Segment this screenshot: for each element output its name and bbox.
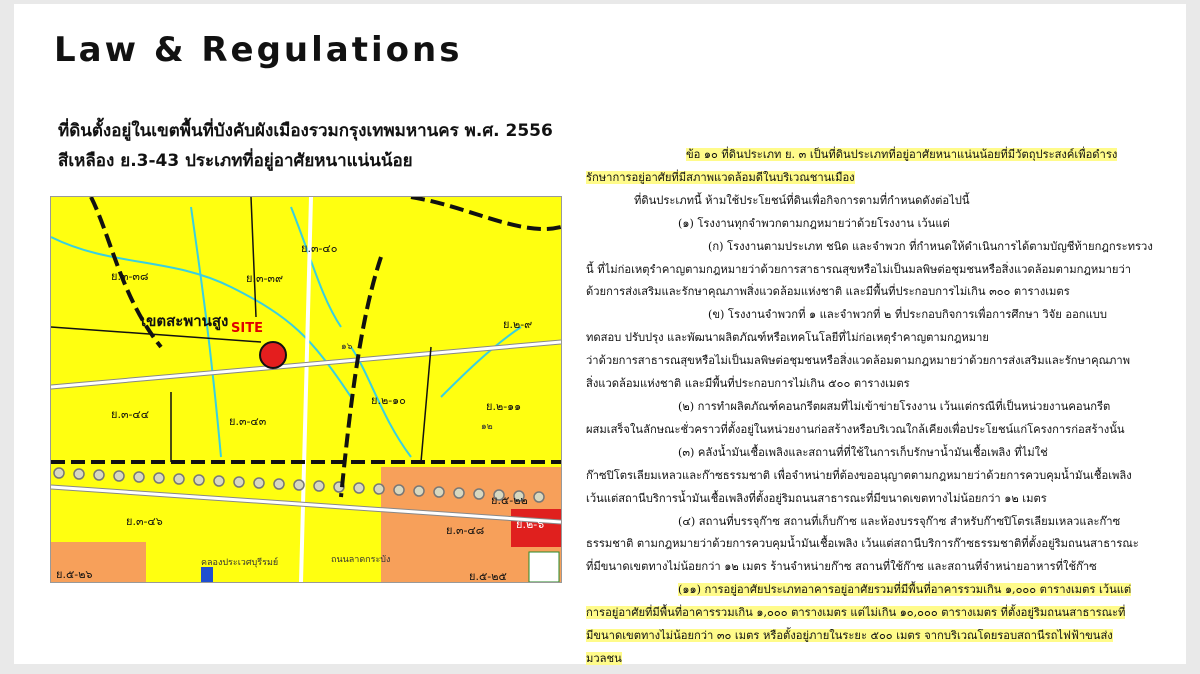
law-line: มีขนาดเขตทางไม่น้อยกว่า ๓๐ เมตร หรือตั้งอยู่ภายในระยะ ๕๐๐ เมตร จากบริเวณโดยรอบสถานีรถไฟฟ้าขนส่ง — [586, 629, 1113, 643]
law-line: การอยู่อาศัยที่มีพื้นที่อาคารรวมเกิน ๑,๐๐๐ ตารางเมตร แต่ไม่เกิน ๑๐,๐๐๐ ตารางเมตร ที่ตั้งอยู่ริมถนนสาธารณะที่ — [586, 606, 1126, 620]
subtitle-line-1: ที่ดินตั้งอยู่ในเขตพื้นที่บังคับผังเมืองรวมกรุงเทพมหานคร พ.ศ. 2556 — [58, 121, 553, 141]
law-line: ด้วยการส่งเสริมและรักษาคุณภาพสิ่งแวดล้อมแห่งชาติ และมีพื้นที่ประกอบการไม่เกิน ๓๐๐ ตารางเมตร — [586, 285, 1070, 299]
green-zone — [529, 552, 559, 582]
blue-block — [201, 567, 213, 582]
zone-label-39: ย.๓-๓๙ — [246, 272, 284, 285]
law-line: ก๊าซปิโตรเลียมเหลวและก๊าซธรรมชาติ เพื่อจำหน่ายที่ต้องขออนุญาตตามกฎหมายว่าด้วยการควบคุมน้ำมันเชื้อเพลิง — [586, 468, 1132, 482]
road-label-16: ๑๖ — [341, 342, 353, 352]
subtitle — [58, 116, 553, 176]
law-line: เว้นแต่สถานีบริการน้ำมันเชื้อเพลิงที่ตั้งอยู่ริมถนนสาธารณะที่มีขนาดเขตทางไม่น้อยกว่า ๑๒ เมตร — [586, 491, 1047, 505]
district-label: เขตสะพานสูง — [141, 312, 229, 330]
zone-label-48: ย.๓-๔๘ — [446, 524, 485, 537]
road-label-ladkrabang: ถนนลาดกระบัง — [331, 555, 391, 565]
canal-label-prawet: คลองประเวศบุรีรมย์ — [201, 558, 279, 568]
zone-label-5-22: ย.๕-๒๒ — [491, 494, 528, 507]
law-line: (๓) คลังน้ำมันเชื้อเพลิงและสถานที่ที่ใช้ในการเก็บรักษาน้ำมันเชื้อเพลิง ที่ไม่ใช่ — [678, 445, 1048, 459]
zone-label-2-9: ย.๒-๙ — [503, 318, 533, 331]
law-line: ทดสอบ ปรับปรุง และพัฒนาผลิตภัณฑ์หรือเทคโนโลยีที่ไม่ก่อเหตุรำคาญตามกฎหมาย — [586, 331, 989, 345]
zone-label-40: ย.๓-๔๐ — [301, 242, 338, 255]
zone-label-2-10: ย.๒-๑๐ — [371, 394, 406, 407]
zone-label-38: ย.๓-๓๘ — [111, 270, 149, 283]
slide — [14, 4, 1186, 664]
law-line: ข้อ ๑๐ ที่ดินประเภท ย. ๓ เป็นที่ดินประเภทที่อยู่อาศัยหนาแน่นน้อยที่มีวัตถุประสงค์เพื่อดำรง — [686, 148, 1118, 161]
law-line: รักษาการอยู่อาศัยที่มีสภาพแวดล้อมดีในบริเวณชานเมือง — [586, 170, 855, 184]
law-line: ธรรมชาติ ตามกฎหมายว่าด้วยการควบคุมน้ำมันเชื้อเพลิง เว้นแต่สถานีบริการก๊าซธรรมชาติที่ตั้งอยู่ริมถนนสาธารณะ — [586, 537, 1139, 551]
regulation-text — [586, 144, 1164, 671]
law-line: (๒) การทำผลิตภัณฑ์คอนกรีตผสมที่ไม่เข้าข่ายโรงงาน เว้นแต่กรณีที่เป็นหน่วยงานคอนกรีต — [678, 399, 1111, 413]
zone-label-5-26: ย.๕-๒๖ — [56, 568, 93, 581]
law-line: (๑) โรงงานทุกจำพวกตามกฎหมายว่าด้วยโรงงาน เว้นแต่ — [678, 216, 950, 230]
zone-label-46: ย.๓-๔๖ — [126, 515, 163, 528]
law-line: (๑๑) การอยู่อาศัยประเภทอาคารอยู่อาศัยรวมที่มีพื้นที่อาคารรวมเกิน ๑,๐๐๐ ตารางเมตร เว้นแต่ — [678, 583, 1132, 597]
zone-label-44: ย.๓-๔๔ — [111, 408, 150, 421]
law-line: ที่มีขนาดเขตทางไม่น้อยกว่า ๑๒ เมตร ร้านจำหน่ายก๊าซ สถานที่ใช้ก๊าซ และสถานที่จำหน่ายอาหารที่ใช้ก๊าซ — [586, 560, 1097, 574]
road-label-12: ๑๒ — [481, 422, 493, 432]
law-line: ผสมเสร็จในลักษณะชั่วคราวที่ตั้งอยู่ในหน่วยงานก่อสร้างหรือบริเวณใกล้เคียงเพื่อประโยชน์แก่โครงการก่อสร้างนั้น — [586, 422, 1125, 436]
zoning-map — [50, 196, 562, 583]
subtitle-line-2: สีเหลือง ย.3-43 ประเภทที่อยู่อาศัยหนาแน่นน้อย — [58, 151, 413, 171]
law-line: ที่ดินประเภทนี้ ห้ามใช้ประโยชน์ที่ดินเพื่อกิจการตามที่กำหนดดังต่อไปนี้ — [634, 193, 970, 207]
zone-label-43: ย.๓-๔๓ — [229, 415, 267, 428]
law-line: ว่าด้วยการสาธารณสุขหรือไม่เป็นมลพิษต่อชุมชนหรือสิ่งแวดล้อมตามกฎหมายว่าด้วยการส่งเสริมและรักษาคุณภาพ — [586, 354, 1131, 368]
law-line: สิ่งแวดล้อมแห่งชาติ และมีพื้นที่ประกอบการไม่เกิน ๕๐๐ ตารางเมตร — [586, 377, 910, 391]
law-line: มวลชน — [586, 651, 622, 665]
zone-label-2-11: ย.๒-๑๑ — [486, 400, 522, 413]
law-line: (ก) โรงงานตามประเภท ชนิด และจำพวก ที่กำหนดให้ดำเนินการได้ตามบัญชีท้ายกฎกระทรวง — [708, 239, 1153, 253]
law-line: (ข) โรงงานจำพวกที่ ๑ และจำพวกที่ ๒ ที่ประกอบกิจการเพื่อการศึกษา วิจัย ออกแบบ — [708, 308, 1107, 322]
law-line: นี้ ที่ไม่ก่อเหตุรำคาญตามกฎหมายว่าด้วยการสาธารณสุขหรือไม่เป็นมลพิษต่อชุมชนหรือสิ่งแวดล้อมตามกฎหมายว่า — [586, 262, 1132, 276]
site-marker — [259, 341, 287, 369]
zone-label-5-25: ย.๕-๒๕ — [469, 570, 507, 583]
law-line: (๔) สถานที่บรรจุก๊าซ สถานที่เก็บก๊าซ และห้องบรรจุก๊าซ สำหรับก๊าซปิโตรเลียมเหลวและก๊าซ — [678, 514, 1121, 528]
site-label: SITE — [231, 321, 263, 336]
zone-label-2-6: ย.๒-๖ — [516, 518, 545, 531]
slide-title: Law & Regulations — [54, 30, 463, 70]
